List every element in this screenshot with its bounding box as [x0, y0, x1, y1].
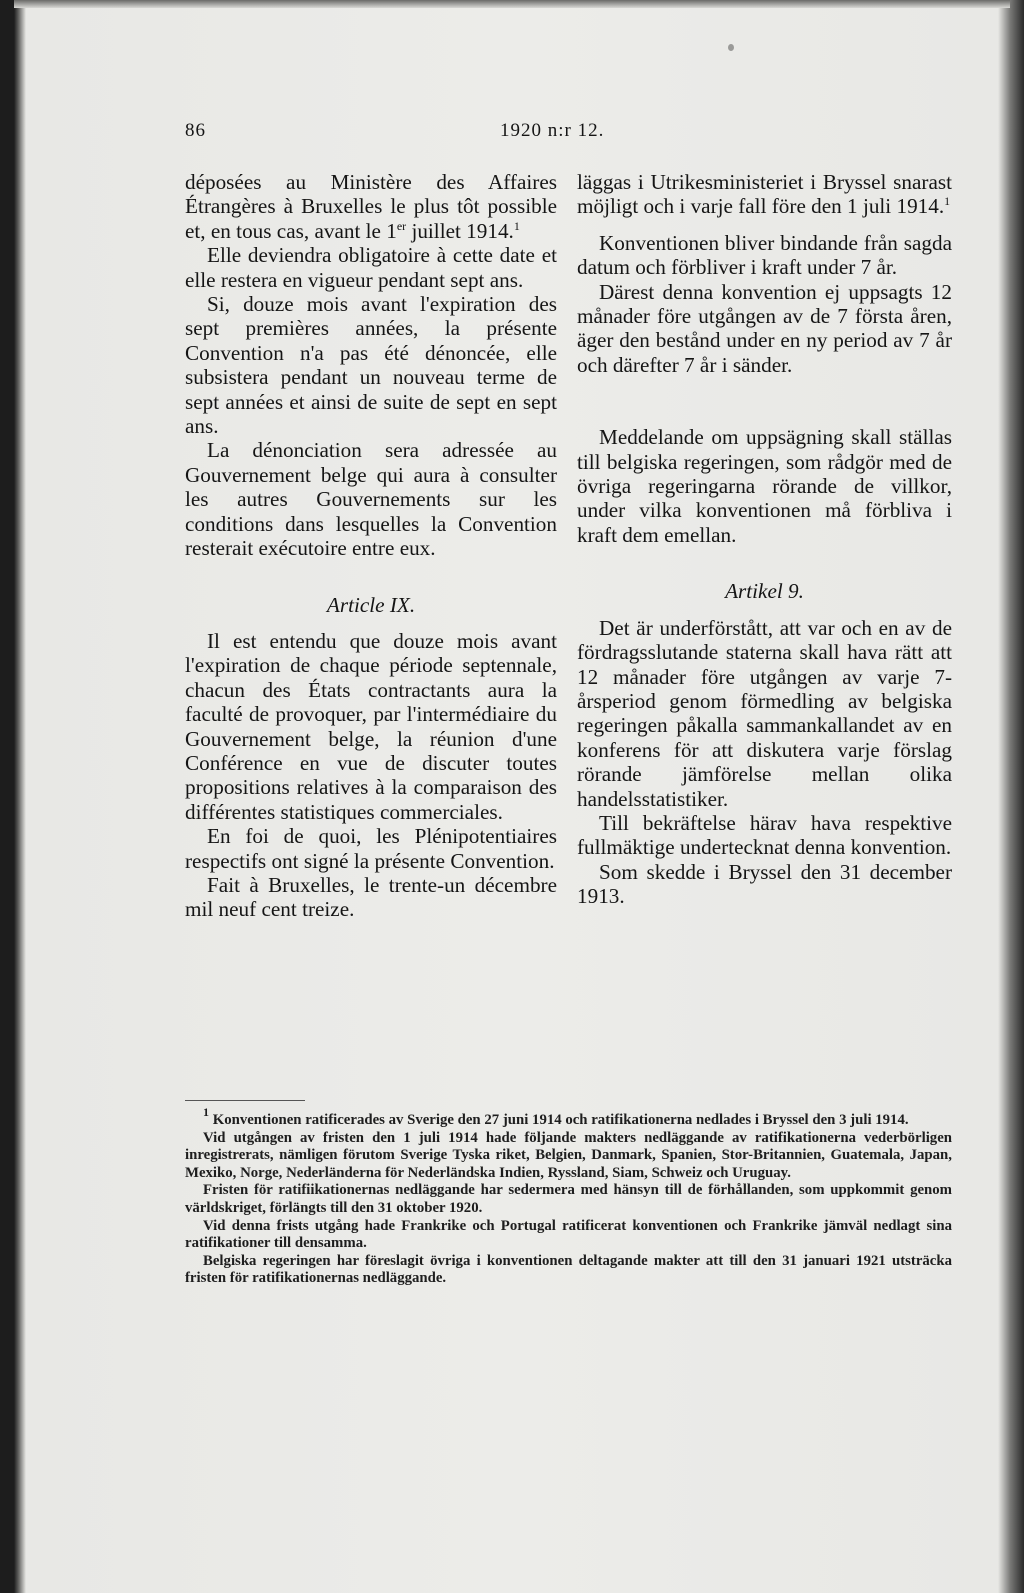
swedish-paragraph-7: Som skedde i Bryssel den 31 december 1913.: [577, 859, 952, 909]
french-paragraph-5: Il est entendu que douze mois avant l'expiration de chaque période septennale, chacun des États contractants aura la faculté de provoquer, par l'intermédiaire du Gouvernement belge, la réunion d'une Conférence en vue de discuter toutes propositions relatives à la comparaison des différentes statistiques commerciales.: [185, 628, 557, 824]
french-paragraph-3: Si, douze mois avant l'expiration des sept premières années, la présente Convention n'a pas été dénoncée, elle subsistera pendant un nouveau terme de sept années et ainsi de suite de sept en sept ans.: [185, 292, 557, 439]
swedish-column: [577, 170, 952, 909]
footnote-4: Vid denna frists utgång hade Frankrike och Portugal ratificerat konventionen och Frankrike jämväl nedlagt sina ratifikationer till densamma.: [185, 1217, 952, 1252]
running-head: [185, 120, 955, 148]
swedish-paragraph-3: Därest denna konvention ej uppsagts 12 månader före utgången av de 7 första åren, äger den bestånd under en ny period av 7 år och därefter 7 år i sänder.: [577, 279, 952, 377]
swedish-paragraph-6: Till bekräftelse härav hava respektive fullmäktige undertecknat denna konvention.: [577, 810, 952, 860]
french-text: juillet 1914.: [406, 218, 514, 243]
footnote-marker: 1: [203, 1105, 209, 1119]
french-text: déposées au Ministère des Affaires Étrangères à Bruxelles le plus tôt possible et, en tous cas, avant le 1: [185, 170, 557, 243]
footnote-2: Vid utgången av fristen den 1 juli 1914 hade följande makters nedläggande av ratifikationerna vederbörligen inregistrerats, nämligen förutom Sverige Tyska riket, Belgien, Danmark, Spanien, Stor-Britannien, Guatemala, Japan, Mexiko, Norge, Nederländerna för Nederländska Indien, Ryssland, Siam, Schweiz och Uruguay.: [185, 1129, 952, 1181]
footnote-1: [185, 1105, 952, 1130]
footnote-marker: 1: [944, 194, 951, 209]
ink-speck: [728, 44, 734, 51]
footnote-rule: [185, 1100, 305, 1101]
french-paragraph-2: Elle deviendra obligatoire à cette date et elle restera en vigueur pendant sept ans.: [185, 243, 557, 292]
footnote-marker: 1: [513, 218, 520, 233]
french-paragraph-1: [185, 170, 557, 243]
superscript-er: er: [396, 218, 407, 233]
page-number: 86: [185, 120, 206, 141]
swedish-paragraph-1: [577, 170, 952, 219]
article-heading-sv: Artikel 9.: [725, 579, 804, 604]
swedish-text: läggas i Utrikesministeriet i Bryssel snarast möjligt och i varje fall före den 1 juli 1914.: [577, 170, 952, 219]
page-edge: [14, 0, 1010, 8]
running-title: 1920 n:r 12.: [500, 120, 605, 141]
swedish-paragraph-5: Det är underförstått, att var och en av de fördragsslutande staterna skall hava rätt att 12 månader före utgången av varje 7-årsperiod genom förmedling av belgiska regeringen påkalla sammankallandet av en konferens för att diskutera varje förslag rörande jämförelse mellan olika handelsstatistiker.: [577, 615, 952, 811]
swedish-paragraph-4: Meddelande om uppsägning skall ställas till belgiska regeringen, som rådgör med de övriga regeringarna rörande de villkor, under vilka konventionen må förbliva i kraft dem emellan.: [577, 425, 952, 547]
french-paragraph-4: La dénonciation sera adressée au Gouvernement belge qui aura à consulter les autres Gouvernements sur les conditions dans lesquelles la Convention resterait exécutoire entre eux.: [185, 438, 557, 561]
article-heading-fr: Article IX.: [326, 592, 416, 617]
footnote-text: Konventionen ratificerades av Sverige den 27 juni 1914 och ratifikationerna nedlades i Bryssel den 3 juli 1914.: [209, 1112, 909, 1128]
french-paragraph-6: En foi de quoi, les Plénipotentiaires respectifs ont signé la présente Convention.: [185, 824, 557, 873]
footnote-3: Fristen för ratifiikationernas nedläggande har sedermera med hänsyn till de förhållanden, som uppkommit genom världskriget, förlängts till den 31 oktober 1920.: [185, 1182, 952, 1216]
swedish-paragraph-2: Konventionen bliver bindande från sagda datum och förbliver i kraft under 7 år.: [577, 230, 952, 280]
french-paragraph-7: Fait à Bruxelles, le trente-un décembre mil neuf cent treize.: [185, 872, 557, 922]
footnote-5: Belgiska regeringen har föreslagit övriga i konventionen deltagande makter att till den 31 januari 1921 utsträcka fristen för ratifikationernas nedläggande.: [185, 1252, 952, 1287]
footnotes: [185, 1105, 952, 1288]
french-column: [185, 170, 557, 922]
